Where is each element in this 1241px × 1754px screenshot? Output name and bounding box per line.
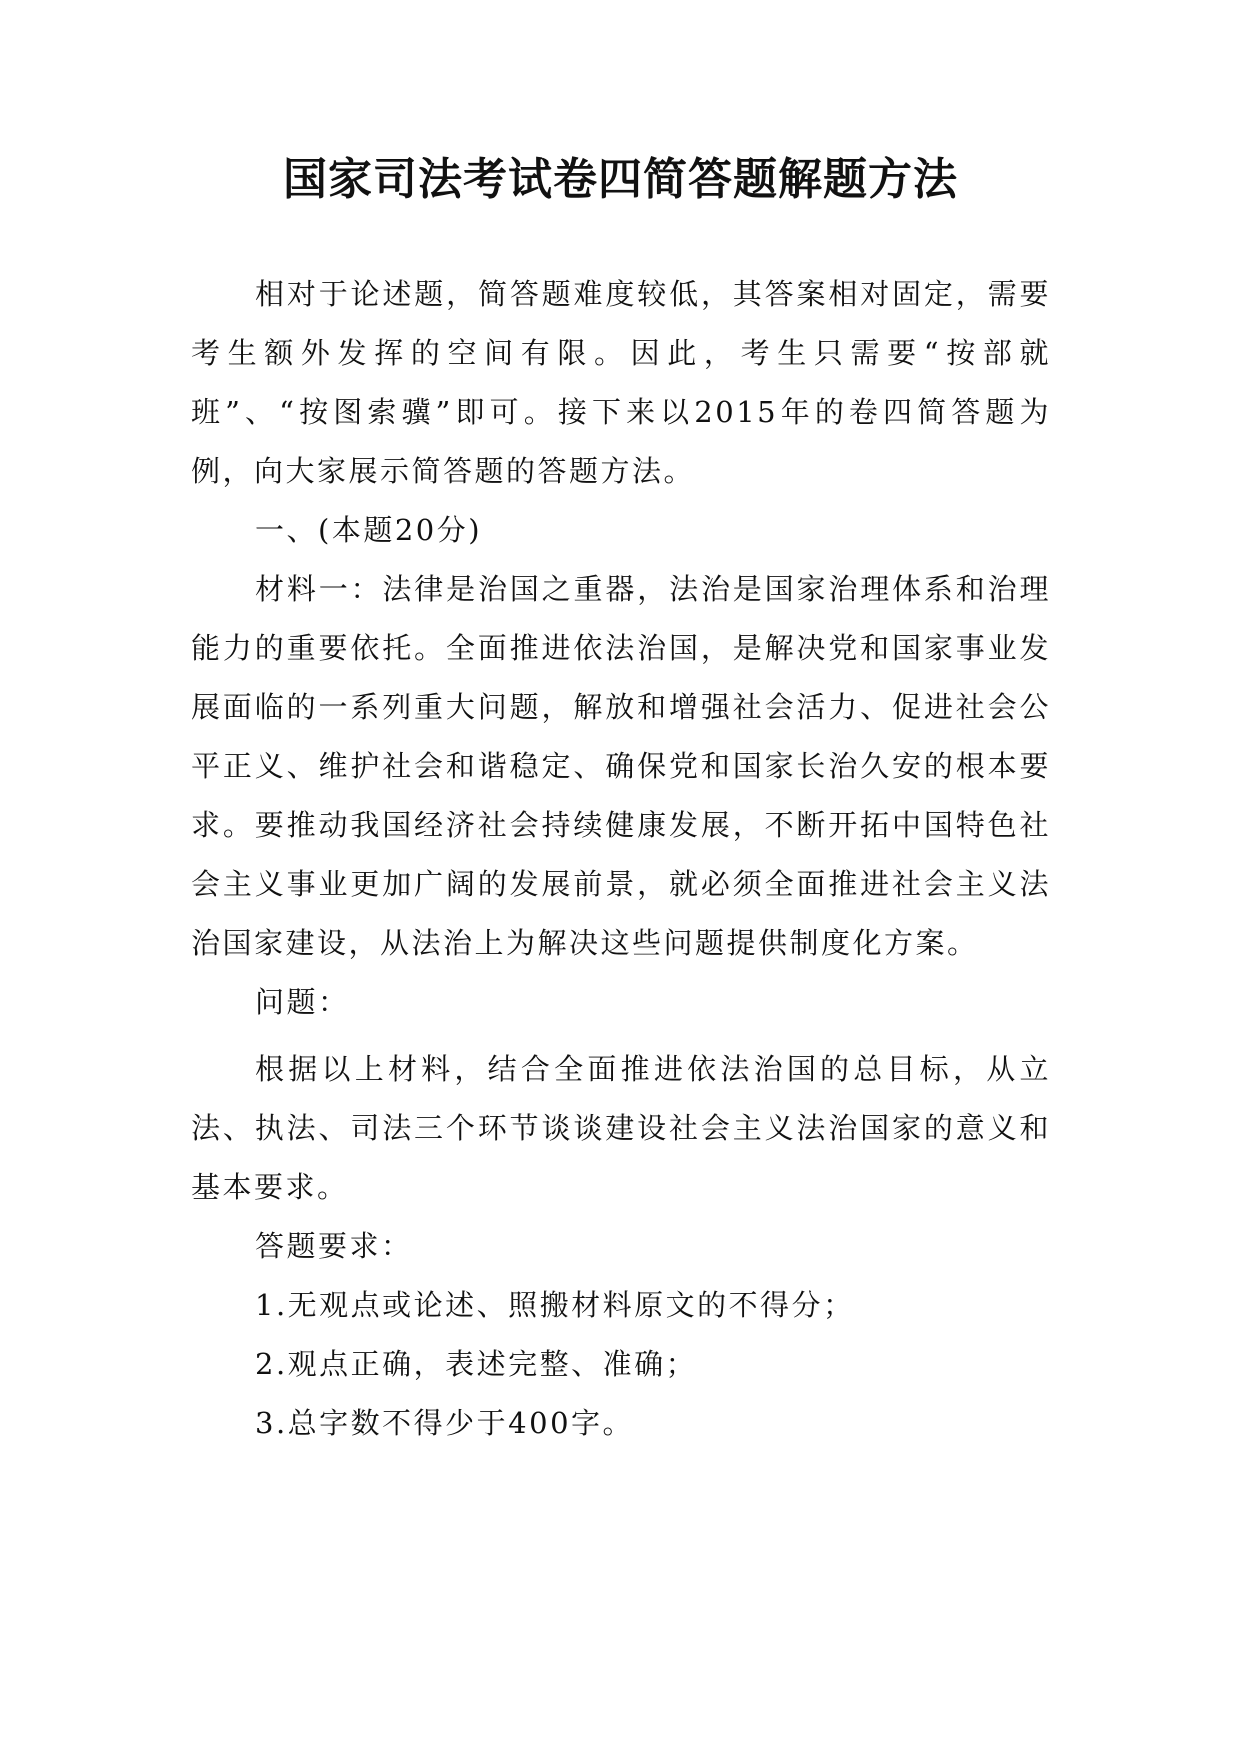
document-title: 国家司法考试卷四简答题解题方法: [283, 154, 958, 205]
requirements-label: 答题要求：: [255, 1229, 413, 1263]
question-label: 问题：: [255, 985, 350, 1019]
intro-paragraph: 相对于论述题，简答题难度较低，其答案相对固定，需要考生额外发挥的空间有限。因此，考生只需要“按部就班”、“按图索骥”即可。接下来以2015年的卷四简答题为例，向大家展示简答题的答题方法。: [191, 277, 1051, 488]
question-heading: 一、(本题20分): [255, 513, 483, 547]
requirement-item-2: 2.观点正确，表述完整、准确；: [255, 1347, 698, 1381]
requirement-item-1: 1.无观点或论述、照搬材料原文的不得分；: [255, 1288, 855, 1322]
intro-block: [191, 265, 1051, 1032]
question-block: [191, 1040, 1051, 1453]
question-paragraph: 根据以上材料，结合全面推进依法治国的总目标，从立法、执法、司法三个环节谈谈建设社会主义法治国家的意义和基本要求。: [191, 1052, 1051, 1204]
material-paragraph: 材料一：法律是治国之重器，法治是国家治理体系和治理能力的重要依托。全面推进依法治国，是解决党和国家事业发展面临的一系列重大问题，解放和增强社会活力、促进社会公平正义、维护社会和谐稳定、确保党和国家长治久安的根本要求。要推动我国经济社会持续健康发展，不断开拓中国特色社会主义事业更加广阔的发展前景，就必须全面推进社会主义法治国家建设，从法治上为解决这些问题提供制度化方案。: [191, 572, 1051, 960]
requirement-item-3: 3.总字数不得少于400字。: [255, 1406, 635, 1440]
